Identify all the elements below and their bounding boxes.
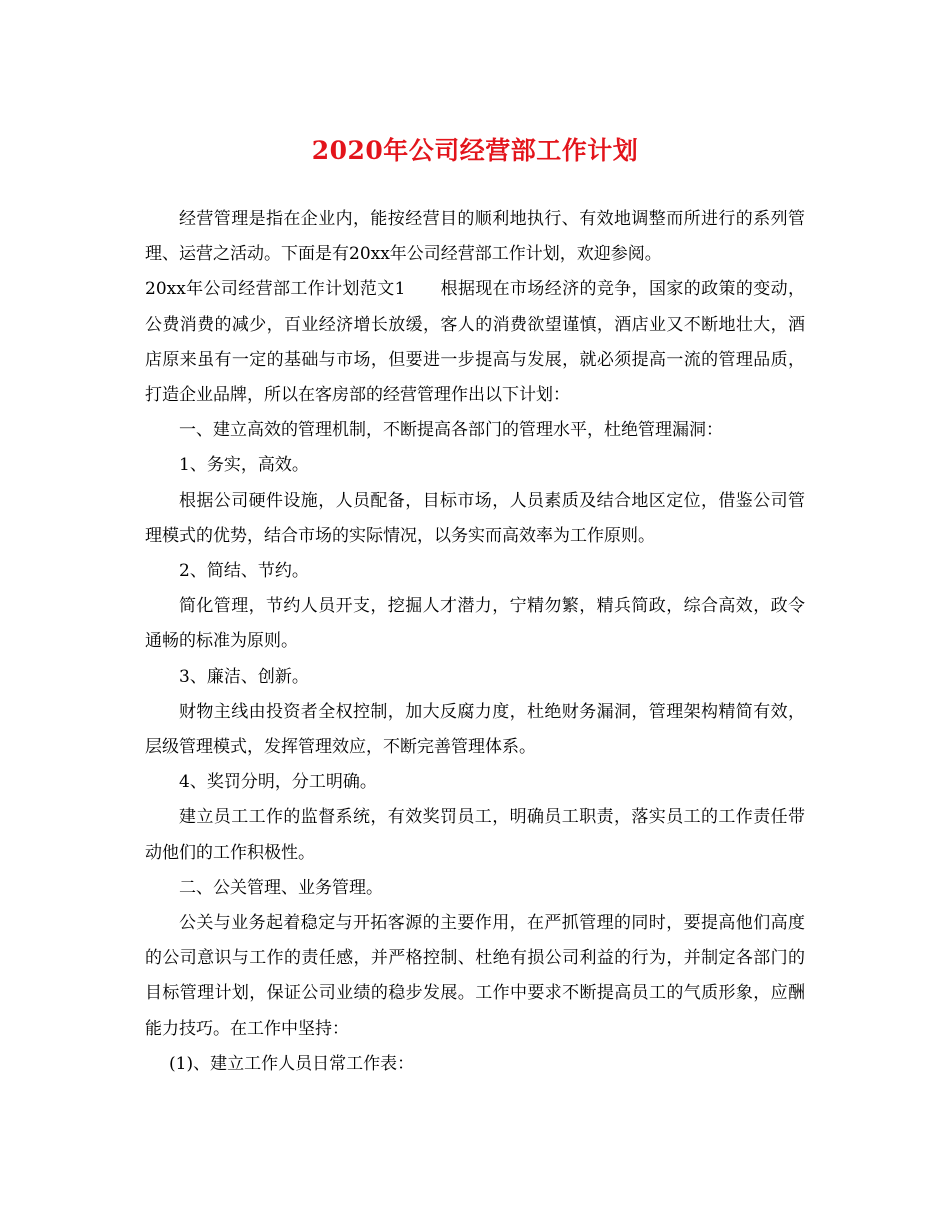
section-heading-1: 一、建立高效的管理机制，不断提高各部门的管理水平，杜绝管理漏洞：: [179, 420, 723, 441]
paragraph-section-2: 公关与业务起着稳定与开拓客源的主要作用，在严抓管理的同时，要提高他们高度的公司意识与工作的责任感，并严格控制、杜绝有损公司利益的行为，并制定各部门的目标管理计划，保证公司业绩的稳步发展。工作中要求不断提高员工的气质形象，应酬能力技巧。在工作中坚持：: [145, 913, 805, 1039]
paragraph-intro: 经营管理是指在企业内，能按经营目的顺利地执行、有效地调整而所进行的系列管理、运营之活动。下面是有20xx年公司经营部工作计划，欢迎参阅。: [145, 209, 805, 265]
sub-item-1: (1)、建立工作人员日常工作表：: [169, 1053, 415, 1074]
document-title: 2020年公司经营部工作计划: [311, 136, 639, 165]
item-heading-2: 2、简结、节约。: [179, 561, 309, 582]
document-body: [145, 202, 805, 1082]
item-heading-4: 4、奖罚分明，分工明确。: [179, 772, 377, 793]
item-heading-3: 3、廉洁、创新。: [179, 666, 309, 687]
paragraph-item-4: 建立员工工作的监督系统，有效奖罚员工，明确员工职责，落实员工的工作责任带动他们的工作积极性。: [145, 807, 805, 863]
section-heading-2: 二、公关管理、业务管理。: [179, 877, 383, 898]
paragraph-item-1: 根据公司硬件设施，人员配备，目标市场，人员素质及结合地区定位，借鉴公司管理模式的优势，结合市场的实际情况，以务实而高效率为工作原则。: [145, 490, 805, 546]
item-heading-1: 1、务实，高效。: [179, 455, 309, 476]
paragraph-item-2: 简化管理，节约人员开支，挖掘人才潜力，宁精勿繁，精兵简政，综合高效，政令通畅的标准为原则。: [145, 596, 805, 652]
paragraph-sample-heading: 20xx年公司经营部工作计划范文1 根据现在市场经济的竞争，国家的政策的变动，公费消费的减少，百业经济增长放缓，客人的消费欲望谨慎，酒店业又不断地壮大，酒店原来虽有一定的基础与市场，但要进一步提高与发展，就必须提高一流的管理品质，打造企业品牌，所以在客房部的经营管理作出以下计划：: [145, 279, 805, 406]
paragraph-item-3: 财物主线由投资者全权控制，加大反腐力度，杜绝财务漏洞，管理架构精简有效，层级管理模式，发挥管理效应，不断完善管理体系。: [145, 701, 805, 758]
